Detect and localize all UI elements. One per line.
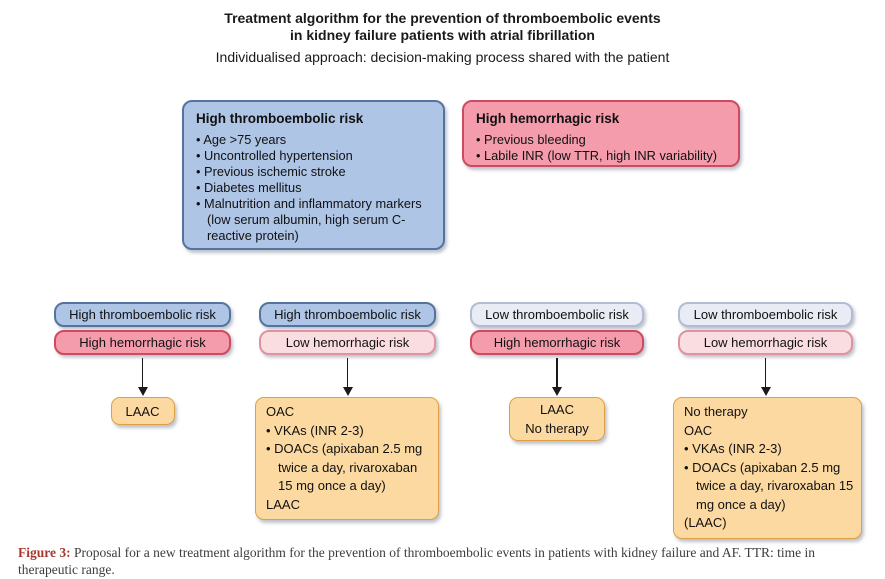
thromboembolic-risk-pill: Low thromboembolic risk	[470, 302, 644, 327]
outcome-item: No therapy	[684, 404, 748, 419]
thromboembolic-risk-pill: Low thromboembolic risk	[678, 302, 853, 327]
down-arrow-icon	[761, 358, 771, 397]
arrow-head	[552, 387, 562, 396]
outcome-item: LAAC	[266, 496, 300, 512]
outcome-item: • VKAs (INR 2-3)	[266, 422, 364, 438]
figure-title-line2: in kidney failure patients with atrial fibrillation	[290, 27, 595, 43]
arrow-head	[761, 387, 771, 396]
hemorrhagic-risk-factor-list	[476, 132, 726, 164]
arrow-head	[138, 387, 148, 396]
figure-title-line1: Treatment algorithm for the prevention of thromboembolic events	[224, 10, 661, 26]
arrow-line	[765, 358, 767, 388]
down-arrow-icon	[138, 358, 148, 397]
figure-subtitle: Individualised approach: decision-making process shared with the patient	[215, 49, 670, 65]
hemorrhagic-risk-pill: Low hemorrhagic risk	[259, 330, 436, 355]
figure-caption-text: Proposal for a new treatment algorithm for the prevention of thromboembolic events in patients with kidney failure and AF. TTR: time in therapeutic range.	[18, 545, 816, 577]
high-thromboembolic-risk-definition-box	[182, 100, 445, 250]
pathway-column	[54, 302, 231, 425]
outcome-item: OAC	[684, 422, 713, 438]
high-hemorrhagic-risk-definition-box	[462, 100, 740, 167]
thromboembolic-risk-pill: High thromboembolic risk	[259, 302, 436, 327]
pathway-columns	[0, 302, 885, 532]
down-arrow-icon	[343, 358, 353, 397]
down-arrow-icon	[552, 358, 562, 397]
arrow-line	[556, 358, 558, 388]
outcome-item: • DOACs (apixaban 2.5 mg twice a day, rivaroxaban 15 mg once a day)	[684, 459, 854, 512]
figure-header	[0, 10, 885, 66]
risk-factor-item: • Age >75 years	[196, 132, 287, 147]
outcome-item: • DOACs (apixaban 2.5 mg twice a day, rivaroxaban 15 mg once a day)	[266, 441, 423, 493]
hemorrhagic-risk-pill: High hemorrhagic risk	[470, 330, 644, 355]
risk-factor-item: • Malnutrition and inflammatory markers (low serum albumin, high serum C-reactive protein)	[196, 196, 422, 243]
outcome-item: LAAC	[540, 402, 574, 417]
outcome-item: OAC	[266, 404, 295, 419]
arrow-head	[343, 387, 353, 396]
arrow-line	[142, 358, 144, 388]
outcome-item: (LAAC)	[684, 515, 727, 530]
outcome-item: No therapy	[525, 420, 589, 436]
risk-factor-item: • Previous ischemic stroke	[196, 164, 346, 179]
treatment-outcome-box	[255, 397, 439, 520]
hemorrhagic-risk-heading: High hemorrhagic risk	[476, 111, 620, 126]
thromboembolic-risk-pill: High thromboembolic risk	[54, 302, 231, 327]
thromboembolic-risk-factor-list	[196, 132, 431, 244]
outcome-item: • VKAs (INR 2-3)	[684, 441, 782, 456]
pathway-column	[678, 302, 853, 539]
risk-factor-item: • Previous bleeding	[476, 132, 586, 147]
arrow-line	[347, 358, 349, 388]
risk-factor-item: • Labile INR (low TTR, high INR variability)	[476, 148, 718, 163]
treatment-outcome-box	[509, 397, 605, 441]
thromboembolic-risk-heading: High thromboembolic risk	[196, 111, 364, 126]
hemorrhagic-risk-pill: Low hemorrhagic risk	[678, 330, 853, 355]
risk-factor-item: • Uncontrolled hypertension	[196, 148, 353, 163]
figure-caption-label: Figure 3:	[18, 545, 71, 560]
figure-caption	[18, 545, 876, 578]
treatment-outcome-box	[673, 397, 862, 539]
outcome-item: LAAC	[125, 404, 160, 419]
hemorrhagic-risk-pill: High hemorrhagic risk	[54, 330, 231, 355]
risk-factor-item: • Diabetes mellitus	[196, 180, 302, 195]
treatment-outcome-box	[111, 397, 175, 425]
pathway-column	[470, 302, 644, 441]
pathway-column	[259, 302, 436, 520]
